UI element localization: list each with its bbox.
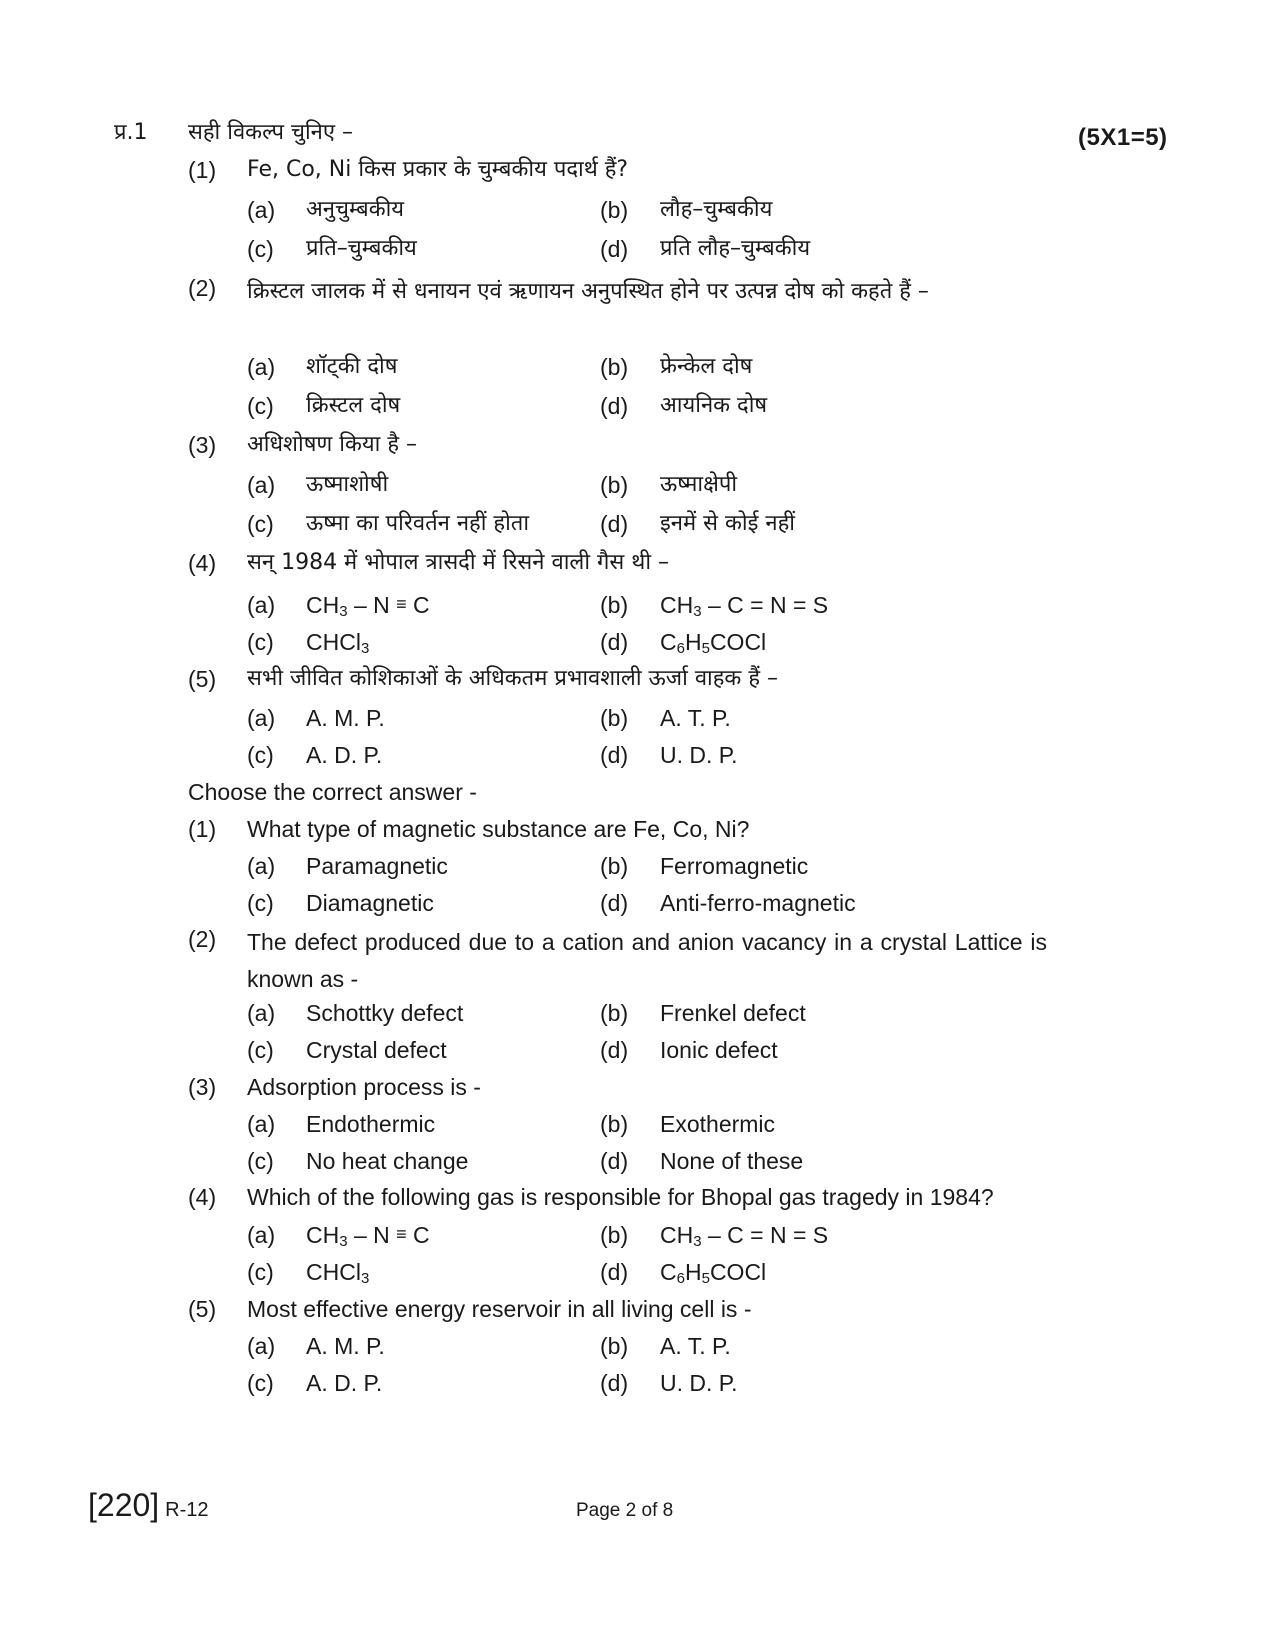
hi-q2-text: क्रिस्टल जालक में से धनायन एवं ऋणायन अनुपस्थित होने पर उत्पन्न दोष को कहते हैं – bbox=[247, 279, 929, 304]
option-label: (c) bbox=[247, 511, 274, 537]
option-label: (d) bbox=[600, 511, 629, 537]
option-label: (a) bbox=[247, 592, 276, 618]
formula-methyl-isothiocyanate: $CH_3 - C = N = S$ bbox=[660, 1222, 829, 1250]
hi-q3-text: अधिशोषण किया है – bbox=[247, 432, 418, 457]
option-label: (d) bbox=[600, 1037, 629, 1063]
formula-benzoyl-chloride: $C_6H_5COCl$ bbox=[660, 629, 767, 657]
option-label: (c) bbox=[247, 629, 274, 655]
option-label: (b) bbox=[600, 1222, 629, 1248]
option-label: (a) bbox=[247, 197, 276, 223]
option-label: (a) bbox=[247, 1000, 276, 1026]
option-text: प्रति लौह–चुम्बकीय bbox=[660, 236, 811, 261]
option-text: ऊष्मा का परिवर्तन नहीं होता bbox=[306, 511, 530, 536]
option-label: (d) bbox=[600, 890, 629, 916]
paper-code-number: [220] bbox=[88, 1487, 160, 1523]
option-label: (d) bbox=[600, 1148, 629, 1174]
option-label: (a) bbox=[247, 1333, 276, 1359]
en-q1-text: What type of magnetic substance are Fe, Co, Ni? bbox=[247, 816, 750, 842]
option-text: अनुचुम्बकीय bbox=[306, 197, 405, 222]
option-label: (a) bbox=[247, 354, 276, 380]
option-text: Anti-ferro-magnetic bbox=[660, 890, 856, 916]
option-text: शॉट्की दोष bbox=[306, 354, 398, 379]
option-text: लौह–चुम्बकीय bbox=[660, 197, 773, 222]
formula-chloroform: CHCl$_3$ bbox=[306, 629, 370, 657]
option-label: (d) bbox=[600, 236, 629, 262]
formula-methyl-isothiocyanate: $CH_3 - C = N = S$ bbox=[660, 592, 829, 620]
option-label: (d) bbox=[600, 742, 629, 768]
hi-q1-number: (1) bbox=[188, 157, 217, 183]
en-q1-number: (1) bbox=[188, 816, 217, 842]
option-label: (c) bbox=[247, 1148, 274, 1174]
option-text: None of these bbox=[660, 1148, 804, 1174]
option-text: A. D. P. bbox=[306, 742, 383, 768]
option-label: (a) bbox=[247, 472, 276, 498]
hi-q5-number: (5) bbox=[188, 666, 217, 692]
option-text: U. D. P. bbox=[660, 742, 738, 768]
option-label: (c) bbox=[247, 1370, 274, 1396]
option-label: (a) bbox=[247, 705, 276, 731]
option-label: (b) bbox=[600, 1000, 629, 1026]
option-text: A. D. P. bbox=[306, 1370, 383, 1396]
marks-label: (5X1=5) bbox=[1078, 124, 1168, 151]
english-heading: Choose the correct answer - bbox=[188, 779, 477, 805]
option-label: (d) bbox=[600, 1259, 629, 1285]
option-label: (b) bbox=[600, 1111, 629, 1137]
option-label: (b) bbox=[600, 472, 629, 498]
formula-methyl-isocyanide: $CH_3 - N \equiv C$ bbox=[306, 592, 430, 620]
option-text: Diamagnetic bbox=[306, 890, 434, 916]
question-number: प्र.1 bbox=[114, 120, 148, 145]
option-text: Endothermic bbox=[306, 1111, 436, 1137]
option-label: (c) bbox=[247, 236, 274, 262]
option-text: A. T. P. bbox=[660, 705, 731, 731]
hi-q1-text: Fe, Co, Ni किस प्रकार के चुम्बकीय पदार्थ हैं? bbox=[247, 157, 629, 182]
en-q4-number: (4) bbox=[188, 1184, 217, 1210]
option-label: (c) bbox=[247, 890, 274, 916]
hi-q3-number: (3) bbox=[188, 432, 217, 458]
option-label: (c) bbox=[247, 1259, 274, 1285]
option-label: (d) bbox=[600, 393, 629, 419]
option-text: No heat change bbox=[306, 1148, 469, 1174]
option-label: (b) bbox=[600, 592, 629, 618]
hi-q4-number: (4) bbox=[188, 550, 217, 576]
option-text: A. M. P. bbox=[306, 1333, 385, 1359]
option-label: (b) bbox=[600, 1333, 629, 1359]
en-q3-number: (3) bbox=[188, 1074, 217, 1100]
formula-chloroform: CHCl$_3$ bbox=[306, 1259, 370, 1287]
option-label: (a) bbox=[247, 1222, 276, 1248]
option-text: ऊष्माशोषी bbox=[306, 472, 389, 497]
option-text: आयनिक दोष bbox=[660, 393, 768, 418]
option-text: प्रति–चुम्बकीय bbox=[306, 236, 417, 261]
option-label: (c) bbox=[247, 742, 274, 768]
option-label: (b) bbox=[600, 853, 629, 879]
option-text: Crystal defect bbox=[306, 1037, 447, 1063]
option-text: इनमें से कोई नहीं bbox=[660, 511, 796, 536]
en-q5-number: (5) bbox=[188, 1296, 217, 1322]
hi-q5-text: सभी जीवित कोशिकाओं के अधिकतम प्रभावशाली ऊर्जा वाहक हैं – bbox=[247, 666, 778, 691]
option-label: (b) bbox=[600, 705, 629, 731]
paper-code bbox=[88, 1487, 209, 1524]
hi-q2-number: (2) bbox=[188, 275, 217, 301]
hi-q4-text: सन् 1984 में भोपाल त्रासदी में रिसने वाली गैस थी – bbox=[247, 550, 670, 575]
option-label: (c) bbox=[247, 393, 274, 419]
option-text: Frenkel defect bbox=[660, 1000, 806, 1026]
option-text: U. D. P. bbox=[660, 1370, 738, 1396]
formula-methyl-isocyanide: $CH_3 - N \equiv C$ bbox=[306, 1222, 430, 1250]
page-number: Page 2 of 8 bbox=[576, 1500, 674, 1521]
option-text: क्रिस्टल दोष bbox=[306, 393, 401, 418]
paper-series: R-12 bbox=[165, 1499, 209, 1521]
option-text: Ferromagnetic bbox=[660, 853, 809, 879]
option-text: Schottky defect bbox=[306, 1000, 464, 1026]
formula-benzoyl-chloride: $C_6H_5COCl$ bbox=[660, 1259, 767, 1287]
en-q2-text: The defect produced due to a cation and anion vacancy in a crystal Lattice is known as - bbox=[247, 929, 1047, 992]
option-label: (a) bbox=[247, 1111, 276, 1137]
instruction-hindi: सही विकल्प चुनिए – bbox=[188, 120, 354, 145]
option-label: (d) bbox=[600, 629, 629, 655]
en-q4-text: Which of the following gas is responsible for Bhopal gas tragedy in 1984? bbox=[247, 1184, 994, 1210]
option-text: Exothermic bbox=[660, 1111, 776, 1137]
option-label: (a) bbox=[247, 853, 276, 879]
option-label: (b) bbox=[600, 354, 629, 380]
option-text: फ्रेन्केल दोष bbox=[660, 354, 753, 379]
option-label: (d) bbox=[600, 1370, 629, 1396]
option-label: (b) bbox=[600, 197, 629, 223]
en-q3-text: Adsorption process is - bbox=[247, 1074, 481, 1100]
option-text: ऊष्माक्षेपी bbox=[660, 472, 738, 497]
en-q5-text: Most effective energy reservoir in all living cell is - bbox=[247, 1296, 752, 1322]
option-text: Ionic defect bbox=[660, 1037, 778, 1063]
option-text: Paramagnetic bbox=[306, 853, 448, 879]
option-text: A. M. P. bbox=[306, 705, 385, 731]
option-text: A. T. P. bbox=[660, 1333, 731, 1359]
en-q2-number: (2) bbox=[188, 926, 217, 952]
option-label: (c) bbox=[247, 1037, 274, 1063]
